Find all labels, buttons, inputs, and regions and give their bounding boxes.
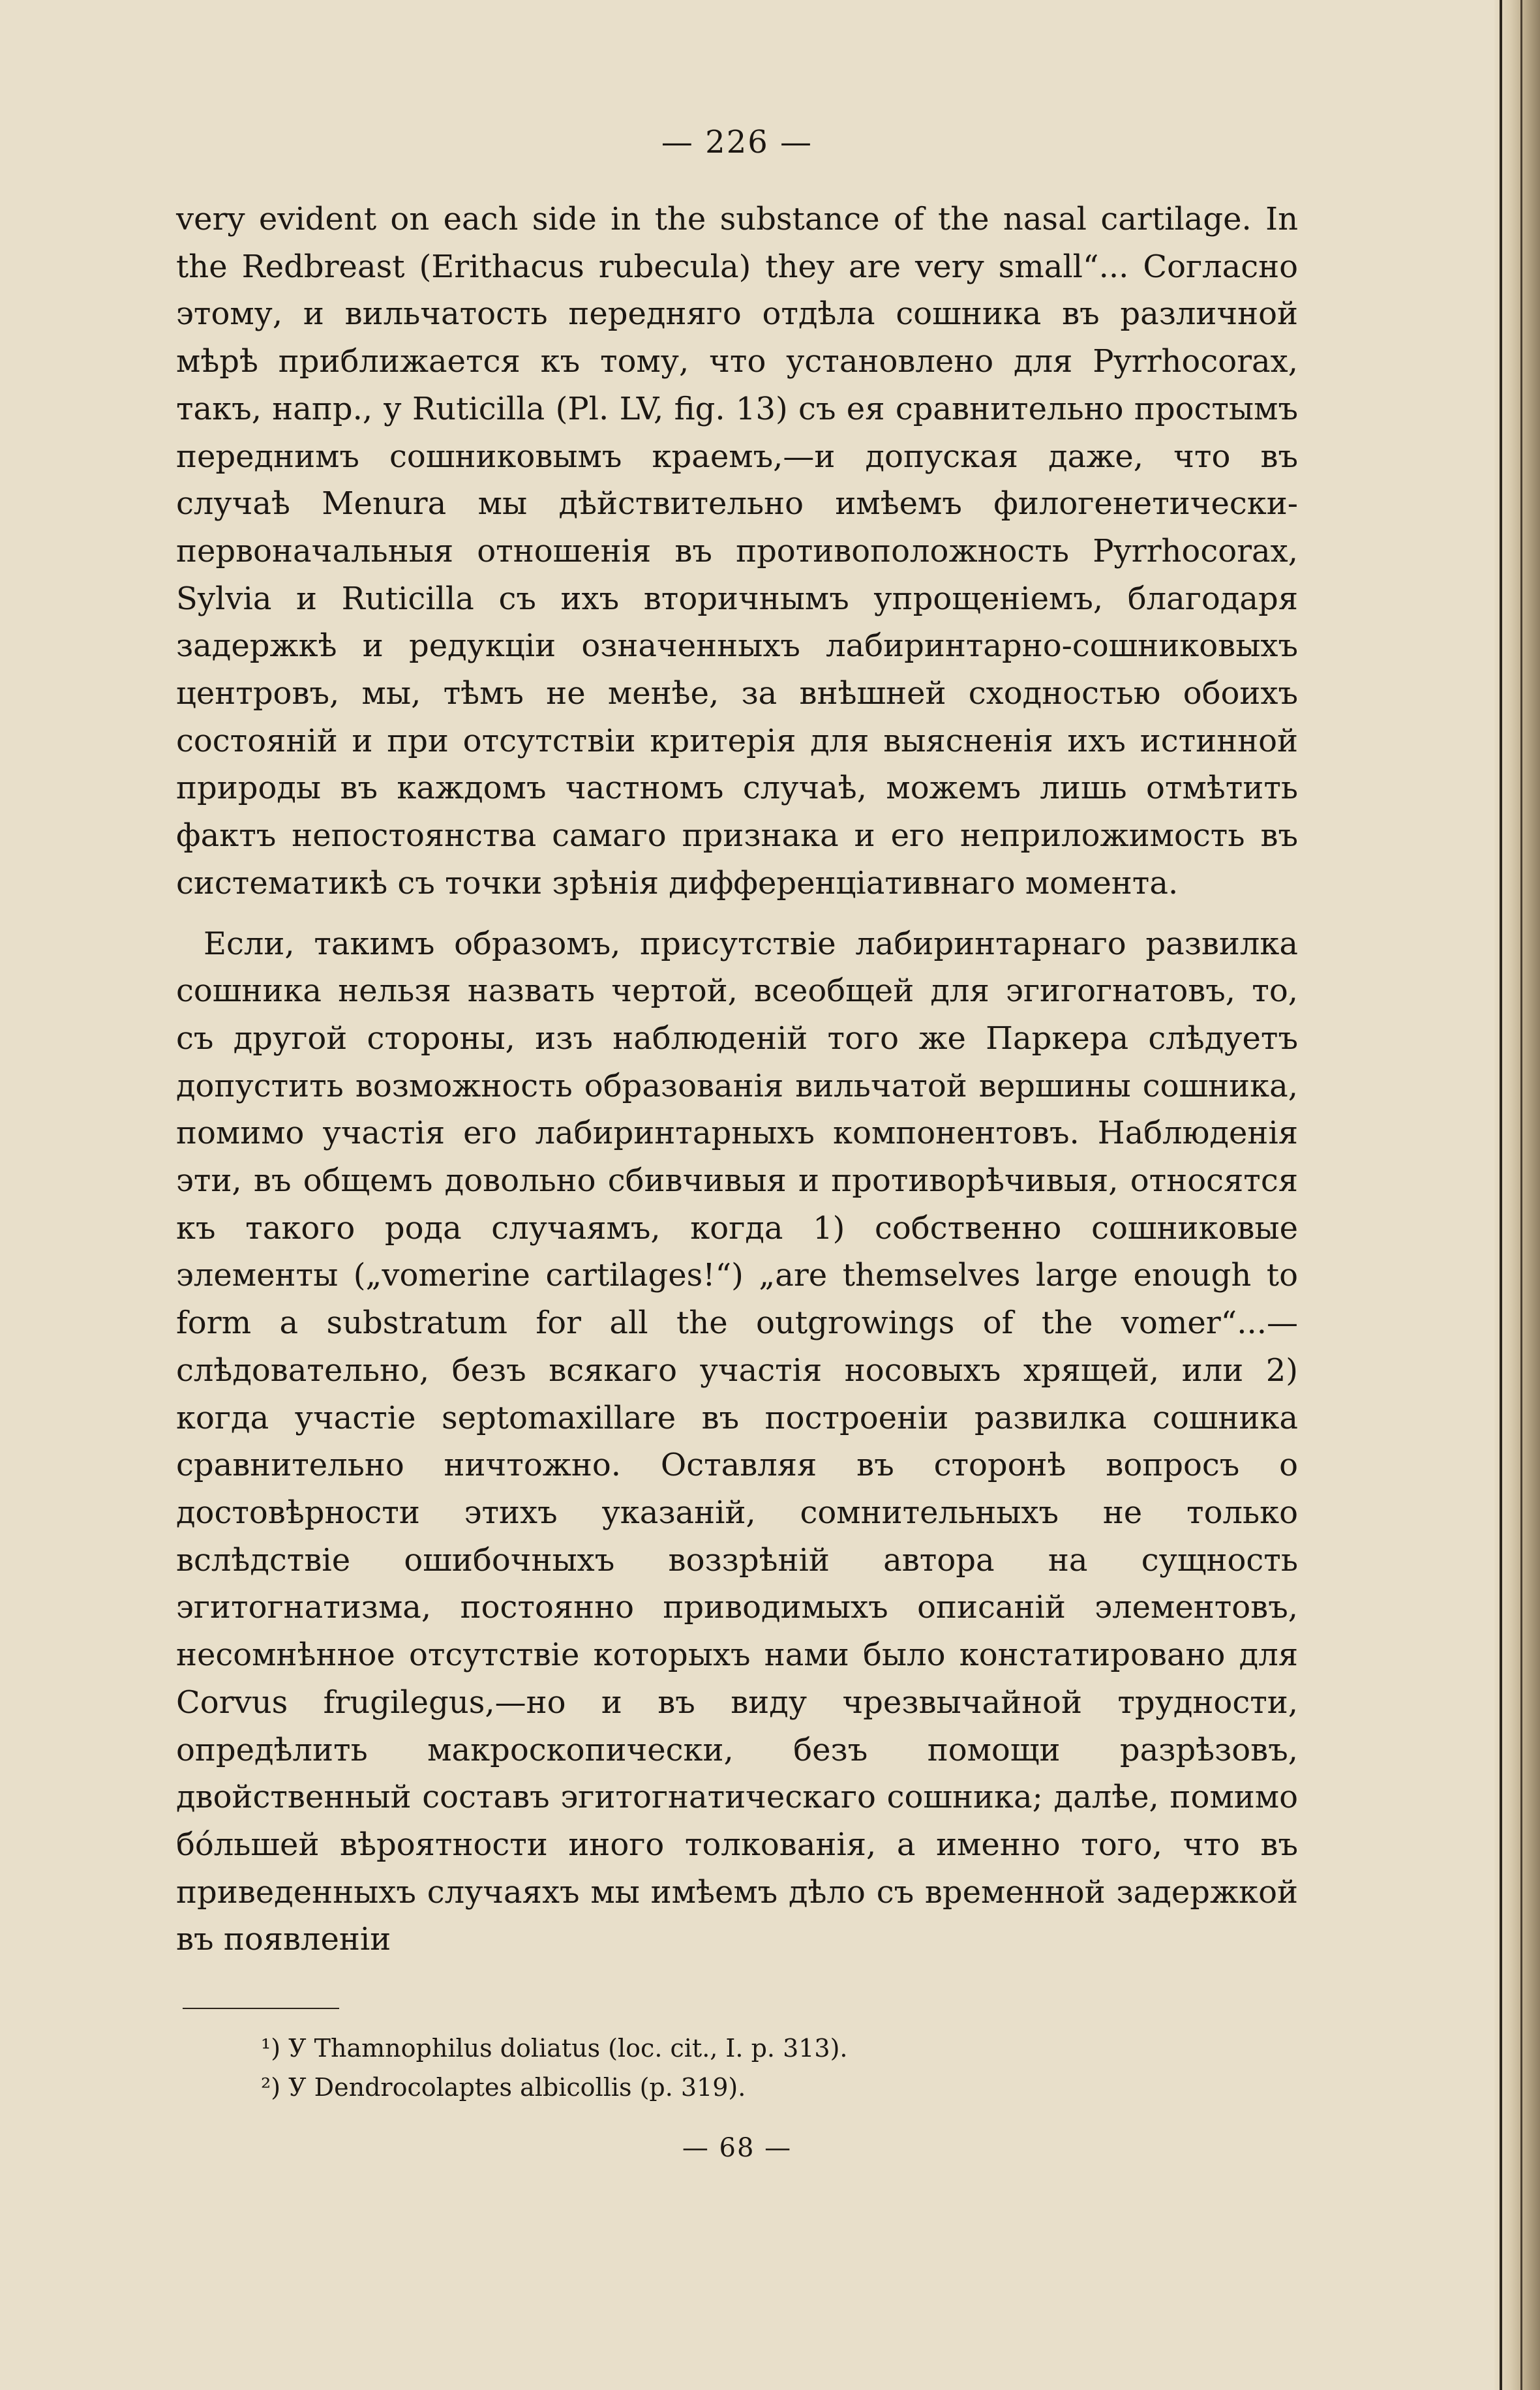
spine-edge-line (1500, 0, 1502, 2390)
footnote: ²) У Dendrocolaptes albicollis (p. 319). (261, 2073, 746, 2102)
page-number-header: — 226 — (661, 124, 813, 160)
footnote: ¹) У Thamnophilus doliatus (loc. cit., I. p. 313). (261, 2034, 848, 2063)
spine-edge-line (1520, 0, 1522, 2390)
text-block (176, 111, 1298, 2163)
paragraph: Если, такимъ образомъ, присутствіе лабиринтарнаго развилка сошника нельзя назвать чертой, всеобщей для эгигогнатовъ, то, съ другой стороны, изъ наблюденій того же Паркера слѣдуетъ допустить возможность образованія вильчатой вершины сошника, помимо участія его лабиринтарныхъ компонентовъ. Наблюденія эти, въ общемъ довольно сбивчивыя и противорѣчивыя, относятся къ такого рода случаямъ, когда 1) собственно сошниковые элементы („vomerine cartilages!“) „are themselves large enough to form a substratum for all the outgrowings of the vomer“...—слѣдовательно, безъ всякаго участія носовыхъ хрящей, или 2) когда участіе septomaxillare въ построеніи развилка сошника сравнительно ничтожно. Оставляя въ сторонѣ вопросъ о достовѣрности этихъ указаній, сомнительныхъ не только вслѣдствіе ошибочныхъ воззрѣній автора на сущность эгитогнатизма, постоянно приводимыхъ описаній элементовъ, несомнѣнное отсутствіе которыхъ нами было констатировано для Corvus frugilegus,—но и въ виду чрезвычайной трудности, опредѣлить макроскопически, безъ помощи разрѣзовъ, двойственный составъ эгитогнатическаго сошника; далѣе, помимо бóльшей вѣроятности иного толкованія, а именно того, что въ приведенныхъ случаяхъ мы имѣемъ дѣло съ временной задержкой въ появленіи (176, 925, 1298, 1958)
book-spine (1494, 0, 1540, 2390)
paragraph: very evident on each side in the substance of the nasal cartilage. In the Redbreast (Erithacus rubecula) they are very small“... Согласно этому, и вильчатость передняго отдѣла сошника въ различной мѣрѣ приближается къ тому, что установлено для Pyrrhocorax, такъ, напр., у Ruticilla (Pl. LV, fig. 13) съ ея сравнительно простымъ переднимъ сошниковымъ краемъ,—и допуская даже, что въ случаѣ Menura мы дѣйствительно имѣемъ филогенетически-первоначальныя отношенія въ противоположность Pyrrhocorax, Sylvia и Ruticilla съ ихъ вторичнымъ упрощеніемъ, благодаря задержкѣ и редукціи означенныхъ лабиринтарно-сошниковыхъ центровъ, мы, тѣмъ не менѣе, за внѣшней сходностью обоихъ состояній и при отсутствіи критерія для выясненія ихъ истинной природы въ каждомъ частномъ случаѣ, можемъ лишь отмѣтить фактъ непостоянства самаго признака и его неприложимость въ систематикѣ съ точки зрѣнія дифференціативнаго момента. (176, 201, 1298, 901)
footnote-divider (183, 2008, 339, 2009)
page-number-footer: — 68 — (682, 2133, 793, 2164)
